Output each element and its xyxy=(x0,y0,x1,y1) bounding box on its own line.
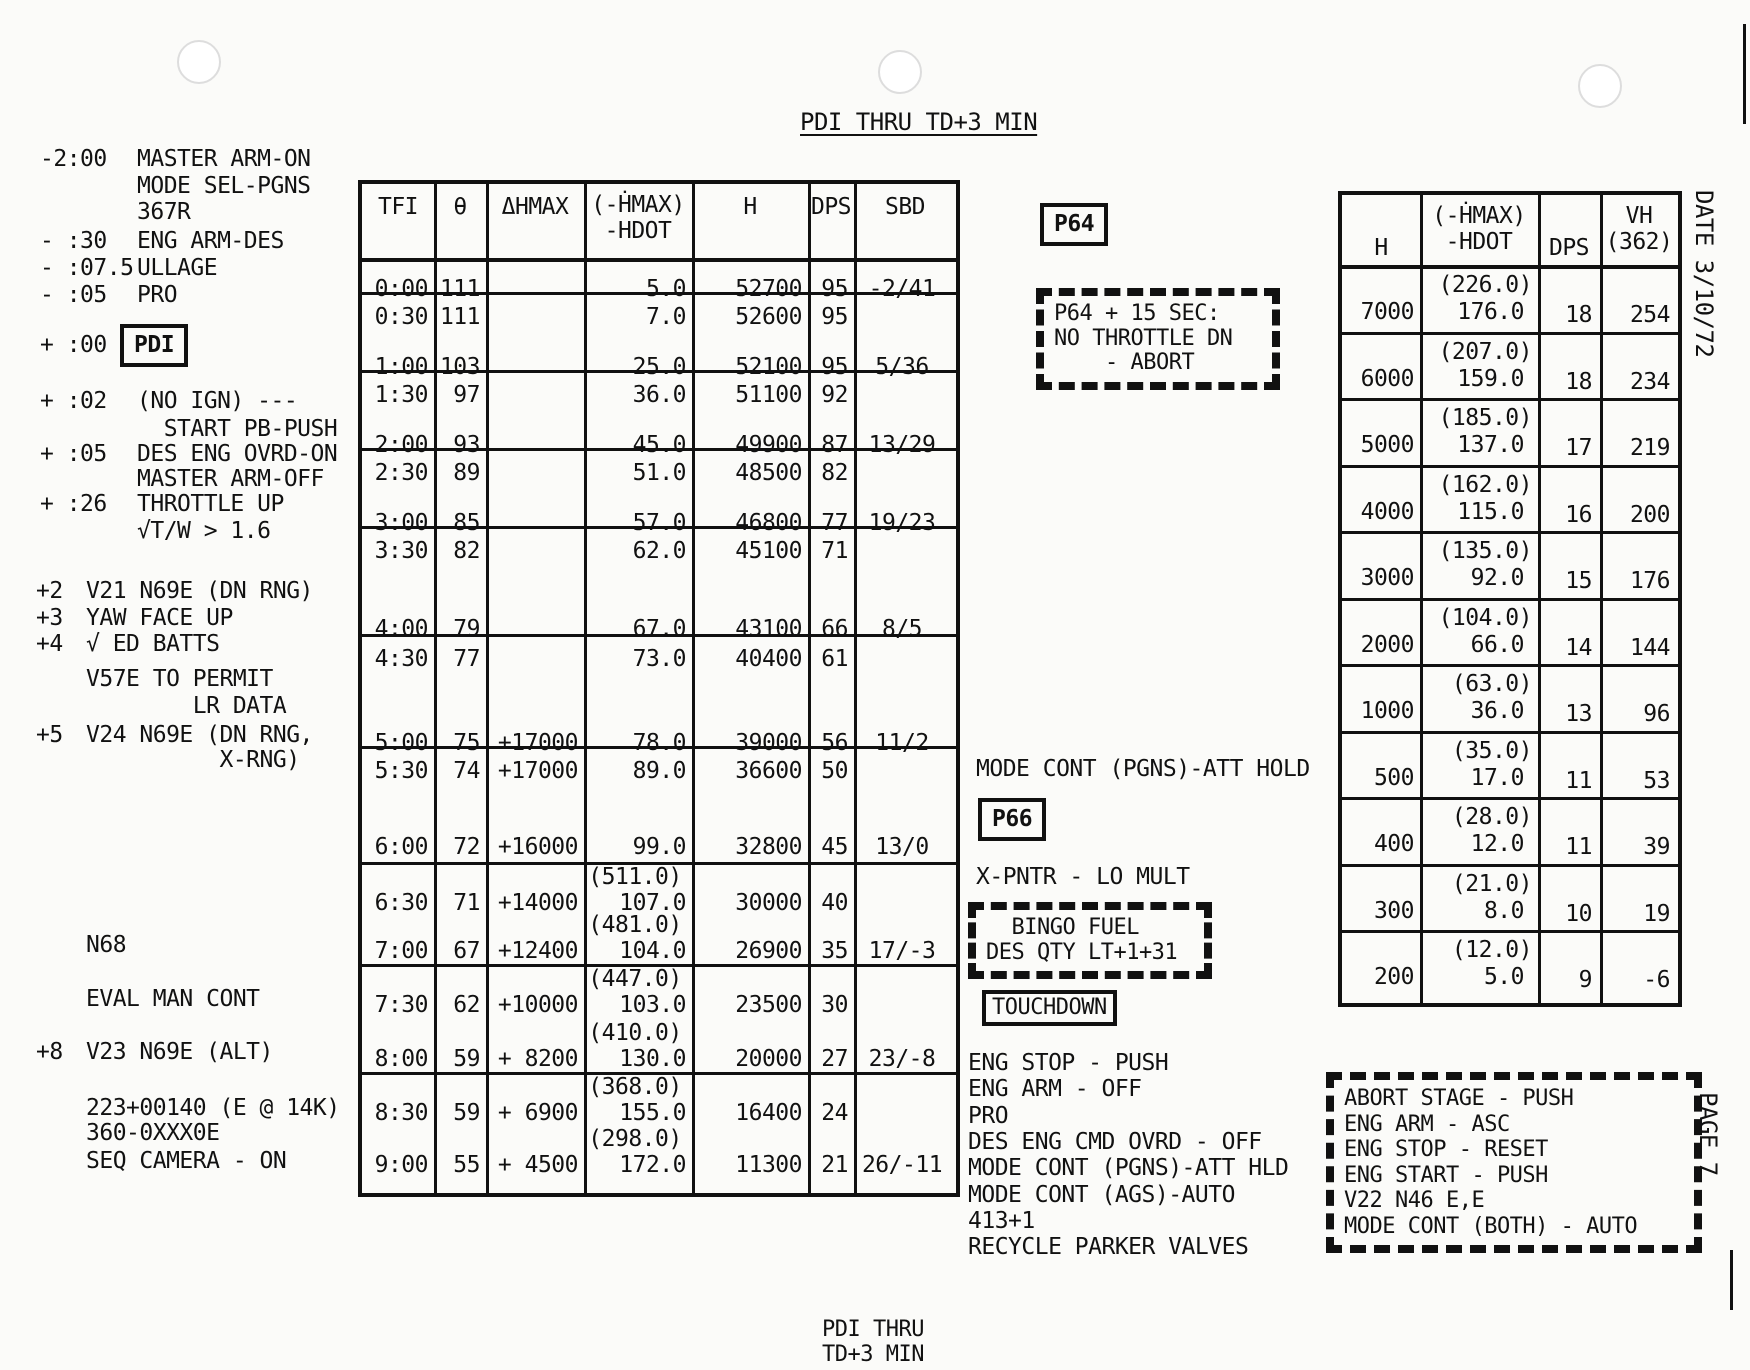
altitude-cell: 6000 xyxy=(1360,365,1414,392)
altitude-cell: 43100 xyxy=(735,616,802,642)
note-text: V24 N69E (DN RNG, xyxy=(86,722,313,748)
theta-cell: 59 xyxy=(453,1046,480,1072)
note-text: MASTER ARM-ON xyxy=(137,146,311,172)
column-header: DPS xyxy=(810,194,852,220)
delta-hmax-cell: +12400 xyxy=(497,938,578,964)
time-cell: 8:30 xyxy=(374,1100,428,1126)
note-text: START PB-PUSH xyxy=(137,416,338,442)
hdot-cell: 57.0 xyxy=(632,510,686,536)
vh-cell: 176 xyxy=(1629,568,1670,594)
hdot-cell: 25.0 xyxy=(632,354,686,380)
sbd-cell: 26/-11 xyxy=(861,1152,943,1178)
theta-cell: 55 xyxy=(453,1152,480,1178)
altitude-cell: 7000 xyxy=(1360,299,1414,325)
hmax-cell: (35.0) xyxy=(1451,737,1532,764)
sbd-cell: 8/5 xyxy=(881,616,923,642)
delta-hmax-cell: +17000 xyxy=(497,730,578,756)
note-text: V57E TO PERMIT xyxy=(86,666,273,692)
hdot-cell: 78.0 xyxy=(632,730,686,756)
touchdown-step: RECYCLE PARKER VALVES xyxy=(968,1234,1249,1261)
column-divider xyxy=(854,184,857,1193)
column-header: TFI xyxy=(377,194,419,220)
hdot-cell: 66.0 xyxy=(1470,631,1524,658)
note-time: - :05 xyxy=(40,282,107,308)
note-time: +2 xyxy=(36,578,63,604)
row-divider xyxy=(1342,797,1678,800)
date-label: DATE 3/10/72 xyxy=(1690,190,1718,358)
altitude-cell: 51100 xyxy=(735,382,802,408)
altitude-cell: 3000 xyxy=(1360,565,1414,591)
dps-cell: 27 xyxy=(821,1046,848,1072)
note-text: V21 N69E (DN RNG) xyxy=(86,578,313,604)
note-text: ENG ARM-DES xyxy=(137,228,284,254)
column-header: (-ḢMAX) -HDOT xyxy=(1432,203,1526,256)
note-text: √T/W > 1.6 xyxy=(137,518,271,544)
hmax-cell: (410.0) xyxy=(588,1020,682,1046)
hdot-cell: 67.0 xyxy=(632,616,686,642)
dps-cell: 45 xyxy=(821,834,848,860)
theta-cell: 75 xyxy=(453,730,480,756)
vh-cell: 96 xyxy=(1643,701,1670,727)
dps-cell: 18 xyxy=(1565,302,1592,328)
column-header: H xyxy=(1374,235,1388,261)
theta-cell: 79 xyxy=(453,616,480,642)
dps-cell: 87 xyxy=(821,432,848,458)
note-text: DES ENG OVRD-ON xyxy=(137,441,338,467)
altitude-cell: 11300 xyxy=(735,1152,802,1178)
dps-cell: 35 xyxy=(821,938,848,964)
delta-hmax-cell: +10000 xyxy=(497,992,578,1018)
time-cell: 7:00 xyxy=(374,938,428,964)
theta-cell: 85 xyxy=(453,510,480,536)
note-time: +3 xyxy=(36,605,63,631)
sbd-cell: 23/-8 xyxy=(868,1046,936,1072)
hdot-cell: 176.0 xyxy=(1457,299,1524,325)
time-cell: 8:00 xyxy=(374,1046,428,1072)
row-divider xyxy=(1342,731,1678,734)
column-header: ΔHMAX xyxy=(501,194,569,220)
altitude-cell: 52600 xyxy=(735,304,802,330)
binder-hole xyxy=(177,40,221,84)
altitude-cell: 48500 xyxy=(735,460,802,486)
footer-title: PDI THRU TD+3 MIN xyxy=(822,1317,924,1367)
note-text: YAW FACE UP xyxy=(86,605,233,631)
note-time: - :07.5 xyxy=(40,255,134,281)
sbd-cell: 19/23 xyxy=(868,510,936,536)
hmax-cell: (481.0) xyxy=(588,912,682,938)
dps-cell: 17 xyxy=(1565,435,1592,461)
altitude-cell: 500 xyxy=(1373,764,1414,791)
note-time: + :26 xyxy=(40,491,107,517)
time-cell: 7:30 xyxy=(374,992,428,1018)
bingo-fuel-box: BINGO FUEL DES QTY LT+1+31 xyxy=(968,902,1212,979)
column-divider xyxy=(692,184,695,1193)
note-text: MODE SEL-PGNS xyxy=(137,173,311,199)
vh-cell: 53 xyxy=(1643,767,1670,794)
touchdown-step: MODE CONT (PGNS)-ATT HLD xyxy=(968,1155,1289,1182)
theta-cell: 62 xyxy=(453,992,480,1018)
theta-cell: 74 xyxy=(453,758,480,784)
vh-cell: -6 xyxy=(1643,967,1670,993)
abort-stage-box: ABORT STAGE - PUSH ENG ARM - ASC ENG STOP - RESET ENG START - PUSH V22 N46 E,E MODE CONT (BOTH) - AUTO xyxy=(1326,1072,1702,1253)
binder-hole xyxy=(1578,64,1622,108)
hdot-cell: 7.0 xyxy=(645,304,686,330)
hdot-cell: 73.0 xyxy=(632,646,686,672)
note-time: +5 xyxy=(36,722,63,748)
hdot-cell: 5.0 xyxy=(645,276,686,302)
column-divider xyxy=(808,184,811,1193)
time-cell: 0:30 xyxy=(374,304,428,330)
sbd-cell: -2/41 xyxy=(868,276,936,302)
hdot-cell: 99.0 xyxy=(632,834,686,860)
theta-cell: 77 xyxy=(453,646,480,672)
delta-hmax-cell: +17000 xyxy=(497,758,578,784)
dps-cell: 11 xyxy=(1565,767,1592,794)
row-divider xyxy=(1342,664,1678,667)
dps-cell: 95 xyxy=(821,354,848,380)
sbd-cell: 5/36 xyxy=(875,354,929,380)
theta-cell: 82 xyxy=(453,538,480,564)
low-altitude-table xyxy=(1338,191,1682,1007)
hmax-cell: (511.0) xyxy=(588,864,682,890)
hmax-cell: (104.0) xyxy=(1438,604,1532,631)
note-text: 360-0XXX0E xyxy=(86,1120,220,1146)
p64-box: P64 xyxy=(1040,203,1108,246)
sbd-cell: 17/-3 xyxy=(868,938,936,964)
dps-cell: 82 xyxy=(821,460,848,486)
altitude-cell: 4000 xyxy=(1360,498,1414,525)
hdot-cell: 45.0 xyxy=(632,432,686,458)
sbd-cell: 11/2 xyxy=(875,730,929,756)
altitude-cell: 30000 xyxy=(735,890,802,916)
hdot-cell: 62.0 xyxy=(632,538,686,564)
note-text: 223+00140 (E @ 14K) xyxy=(86,1095,340,1121)
delta-hmax-cell: + 6900 xyxy=(497,1100,578,1126)
p66-box: P66 xyxy=(978,798,1046,841)
time-cell: 4:30 xyxy=(374,646,428,672)
altitude-cell: 52700 xyxy=(735,276,802,302)
dps-cell: 40 xyxy=(821,890,848,916)
dps-cell: 77 xyxy=(821,510,848,536)
altitude-cell: 400 xyxy=(1373,831,1414,857)
theta-cell: 89 xyxy=(453,460,480,486)
touchdown-step: ENG ARM - OFF xyxy=(968,1076,1142,1103)
hmax-cell: (226.0) xyxy=(1438,272,1532,298)
hdot-cell: 130.0 xyxy=(619,1046,686,1072)
column-header: SBD xyxy=(884,194,926,220)
touchdown-step: MODE CONT (AGS)-AUTO xyxy=(968,1181,1235,1208)
page-title: PDI THRU TD+3 MIN xyxy=(800,108,1038,136)
dps-cell: 11 xyxy=(1565,834,1592,860)
hdot-cell: 104.0 xyxy=(619,938,686,964)
delta-hmax-cell: + 4500 xyxy=(497,1152,578,1178)
row-divider xyxy=(1342,332,1678,335)
vh-cell: 219 xyxy=(1629,435,1670,461)
dps-cell: 24 xyxy=(821,1100,848,1126)
note-text: 367R xyxy=(137,199,191,225)
note-time: +4 xyxy=(36,631,63,657)
hmax-cell: (12.0) xyxy=(1451,937,1532,963)
hdot-cell: 107.0 xyxy=(619,890,686,916)
dps-cell: 61 xyxy=(821,646,848,672)
hmax-cell: (21.0) xyxy=(1451,870,1532,897)
hdot-cell: 36.0 xyxy=(1470,698,1524,724)
theta-cell: 72 xyxy=(453,834,480,860)
time-cell: 1:30 xyxy=(374,382,428,408)
vh-cell: 254 xyxy=(1629,302,1670,328)
note-text: V23 N69E (ALT) xyxy=(86,1039,273,1065)
column-header: VH (362) xyxy=(1605,203,1673,256)
theta-cell: 111 xyxy=(439,276,480,302)
touchdown-step: PRO xyxy=(968,1102,1009,1129)
hmax-cell: (162.0) xyxy=(1438,471,1532,498)
hdot-cell: 51.0 xyxy=(632,460,686,486)
dps-cell: 9 xyxy=(1578,967,1592,993)
altitude-cell: 40400 xyxy=(735,646,802,672)
dps-cell: 14 xyxy=(1565,634,1592,661)
p64-abort-box: P64 + 15 SEC: NO THROTTLE DN - ABORT xyxy=(1036,288,1280,390)
pdi-box: PDI xyxy=(120,324,188,367)
row-divider xyxy=(1342,398,1678,401)
altitude-cell: 39000 xyxy=(735,730,802,756)
binder-hole xyxy=(878,50,922,94)
note-text: MASTER ARM-OFF xyxy=(137,466,324,492)
dps-cell: 30 xyxy=(821,992,848,1018)
hdot-cell: 17.0 xyxy=(1470,764,1524,791)
row-divider xyxy=(1342,930,1678,933)
row-divider xyxy=(1342,465,1678,468)
hdot-cell: 115.0 xyxy=(1457,498,1524,525)
vh-cell: 234 xyxy=(1629,368,1670,395)
vh-cell: 19 xyxy=(1643,900,1670,927)
pdi-time: + :00 xyxy=(40,332,107,358)
note-text: N68 xyxy=(86,932,127,958)
edge-mark xyxy=(1743,24,1746,124)
note-time: - :30 xyxy=(40,228,107,254)
hmax-cell: (63.0) xyxy=(1451,671,1532,697)
delta-hmax-cell: + 8200 xyxy=(497,1046,578,1072)
altitude-cell: 20000 xyxy=(735,1046,802,1072)
altitude-cell: 300 xyxy=(1373,897,1414,924)
dps-cell: 71 xyxy=(821,538,848,564)
time-cell: 2:30 xyxy=(374,460,428,486)
dps-cell: 56 xyxy=(821,730,848,756)
column-header: (-ḢMAX) -HDOT xyxy=(591,192,685,245)
hdot-cell: 89.0 xyxy=(632,758,686,784)
note-text: PRO xyxy=(137,282,178,308)
note-time: + :02 xyxy=(40,388,107,414)
column-header: θ xyxy=(453,194,467,220)
altitude-cell: 23500 xyxy=(735,992,802,1018)
hdot-cell: 137.0 xyxy=(1457,432,1524,458)
dps-cell: 92 xyxy=(821,382,848,408)
hdot-cell: 159.0 xyxy=(1457,365,1524,392)
time-cell: 5:00 xyxy=(374,730,428,756)
hdot-cell: 155.0 xyxy=(619,1100,686,1126)
column-divider xyxy=(486,184,489,1193)
time-cell: 4:00 xyxy=(374,616,428,642)
hdot-cell: 36.0 xyxy=(632,382,686,408)
row-divider xyxy=(1342,531,1678,534)
hdot-cell: 103.0 xyxy=(619,992,686,1018)
theta-cell: 59 xyxy=(453,1100,480,1126)
dps-cell: 18 xyxy=(1565,368,1592,395)
edge-mark xyxy=(1730,1250,1733,1310)
dps-cell: 10 xyxy=(1565,900,1592,927)
time-cell: 6:00 xyxy=(374,834,428,860)
note-text: LR DATA xyxy=(86,693,287,719)
note-text: SEQ CAMERA - ON xyxy=(86,1148,287,1174)
note-time: -2:00 xyxy=(40,146,107,172)
touchdown-step: ENG STOP - PUSH xyxy=(968,1050,1169,1076)
time-cell: 9:00 xyxy=(374,1152,428,1178)
time-cell: 6:30 xyxy=(374,890,428,916)
column-header: DPS xyxy=(1548,235,1590,261)
altitude-cell: 5000 xyxy=(1360,432,1414,458)
altitude-cell: 2000 xyxy=(1360,631,1414,658)
touchdown-box: TOUCHDOWN xyxy=(982,990,1117,1026)
hdot-cell: 172.0 xyxy=(619,1152,686,1178)
theta-cell: 93 xyxy=(453,432,480,458)
altitude-cell: 45100 xyxy=(735,538,802,564)
hmax-cell: (298.0) xyxy=(588,1126,682,1152)
vh-cell: 144 xyxy=(1629,634,1670,661)
dps-cell: 21 xyxy=(821,1152,848,1178)
altitude-cell: 46800 xyxy=(735,510,802,536)
hdot-cell: 5.0 xyxy=(1483,964,1524,990)
note-text: X-RNG) xyxy=(86,747,300,773)
sbd-cell: 13/0 xyxy=(875,834,929,860)
note-time: + :05 xyxy=(40,441,107,467)
header-divider xyxy=(362,258,956,262)
hmax-cell: (185.0) xyxy=(1438,405,1532,431)
dps-cell: 15 xyxy=(1565,568,1592,594)
hmax-cell: (135.0) xyxy=(1438,538,1532,564)
dps-cell: 66 xyxy=(821,616,848,642)
altitude-cell: 36600 xyxy=(735,758,802,784)
delta-hmax-cell: +16000 xyxy=(497,834,578,860)
altitude-cell: 49900 xyxy=(735,432,802,458)
altitude-cell: 200 xyxy=(1373,964,1414,990)
x-pntr-note: X-PNTR - LO MULT xyxy=(976,864,1190,890)
note-time: +8 xyxy=(36,1039,63,1065)
row-divider xyxy=(1342,864,1678,867)
row-divider xyxy=(1342,598,1678,601)
note-text: √ ED BATTS xyxy=(86,631,220,657)
dps-cell: 95 xyxy=(821,276,848,302)
note-text: THROTTLE UP xyxy=(137,491,284,517)
sbd-cell: 13/29 xyxy=(868,432,936,458)
hmax-cell: (28.0) xyxy=(1451,804,1532,830)
dps-cell: 50 xyxy=(821,758,848,784)
theta-cell: 103 xyxy=(439,354,480,380)
column-header: H xyxy=(743,194,757,220)
note-text: ULLAGE xyxy=(137,255,218,281)
mode-cont-att-hold: MODE CONT (PGNS)-ATT HOLD xyxy=(976,756,1310,782)
vh-cell: 39 xyxy=(1643,834,1670,860)
dps-cell: 16 xyxy=(1565,501,1592,528)
hmax-cell: (447.0) xyxy=(588,966,682,992)
dps-cell: 13 xyxy=(1565,701,1592,727)
time-cell: 5:30 xyxy=(374,758,428,784)
hdot-cell: 12.0 xyxy=(1470,831,1524,857)
page-number: PAGE 7 xyxy=(1694,1092,1722,1176)
header-divider xyxy=(1342,265,1678,269)
main-descent-table xyxy=(358,180,960,1197)
hdot-cell: 8.0 xyxy=(1483,897,1524,924)
theta-cell: 67 xyxy=(453,938,480,964)
note-text: (NO IGN) --- xyxy=(137,388,298,414)
delta-hmax-cell: +14000 xyxy=(497,890,578,916)
dps-cell: 95 xyxy=(821,304,848,330)
touchdown-step: 413+1 xyxy=(968,1207,1035,1234)
hdot-cell: 92.0 xyxy=(1470,565,1524,591)
column-divider xyxy=(434,184,437,1193)
theta-cell: 111 xyxy=(439,304,480,330)
vh-cell: 200 xyxy=(1629,501,1670,528)
hmax-cell: (368.0) xyxy=(588,1074,682,1100)
altitude-cell: 32800 xyxy=(735,834,802,860)
altitude-cell: 52100 xyxy=(735,354,802,380)
theta-cell: 71 xyxy=(453,890,480,916)
altitude-cell: 26900 xyxy=(735,938,802,964)
time-cell: 2:00 xyxy=(374,432,428,458)
hmax-cell: (207.0) xyxy=(1438,338,1532,365)
time-cell: 0:00 xyxy=(374,276,428,302)
time-cell: 1:00 xyxy=(374,354,428,380)
altitude-cell: 1000 xyxy=(1360,698,1414,724)
altitude-cell: 16400 xyxy=(735,1100,802,1126)
note-text: EVAL MAN CONT xyxy=(86,986,260,1012)
time-cell: 3:00 xyxy=(374,510,428,536)
touchdown-step: DES ENG CMD OVRD - OFF xyxy=(968,1128,1262,1155)
theta-cell: 97 xyxy=(453,382,480,408)
time-cell: 3:30 xyxy=(374,538,428,564)
